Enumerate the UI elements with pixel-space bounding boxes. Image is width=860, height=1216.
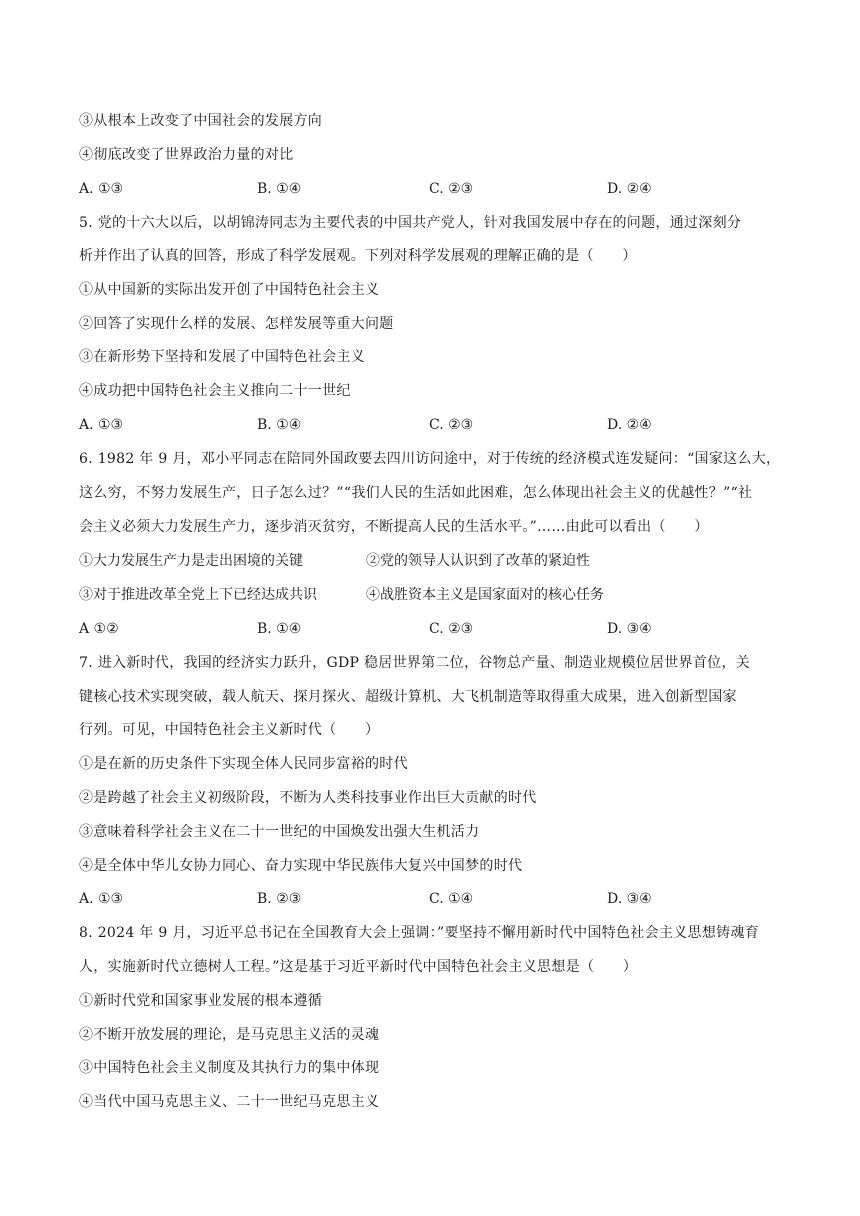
q8-statement-4: ④当代中国马克思主义、二十一世纪马克思主义 [79, 1094, 380, 1110]
q5-option-c: C. ②③ [429, 417, 474, 433]
q6-option-a: A ①② [79, 621, 119, 637]
q4-statement-3: ③从根本上改变了中国社会的发展方向 [79, 113, 323, 129]
q5-stem-line-2: 析并作出了认真的回答，形成了科学发展观。下列对科学发展观的理解正确的是（ ） [79, 248, 637, 264]
q7-statement-1: ①是在新的历史条件下实现全体人民同步富裕的时代 [79, 756, 408, 772]
q7-stem-line-1: 7. 进入新时代，我国的经济实力跃升，GDP 稳居世界第二位，谷物总产量、制造业规模位居世界首位，关 [79, 655, 751, 671]
q6-stem-line-2: 这么穷，不努力发展生产，日子怎么过？”“我们人民的生活如此困难，怎么体现出社会主义的优越性？”“社 [79, 485, 753, 501]
q6-statements-row-1 [79, 551, 789, 571]
q6-option-d: D. ③④ [607, 621, 652, 637]
q6-option-c: C. ②③ [429, 621, 474, 637]
q6-statement-3: ③对于推进改革全党上下已经达成共识 [79, 587, 317, 603]
q4-option-a: A. ①③ [79, 181, 124, 197]
q5-statement-3: ③在新形势下坚持和发展了中国特色社会主义 [79, 349, 365, 365]
q8-statement-1: ①新时代党和国家事业发展的根本遵循 [79, 993, 323, 1009]
q4-options [79, 179, 789, 199]
q4-option-d: D. ②④ [607, 181, 652, 197]
q8-stem-line-2: 人，实施新时代立德树人工程。”这是基于习近平新时代中国特色社会主义思想是（ ） [79, 959, 638, 975]
q7-stem-line-3: 行列。可见，中国特色社会主义新时代（ ） [79, 722, 380, 738]
q7-option-b: B. ②③ [257, 891, 302, 907]
q4-statement-4: ④彻底改变了世界政治力量的对比 [79, 147, 294, 163]
q5-statement-1: ①从中国新的实际出发开创了中国特色社会主义 [79, 282, 380, 298]
q6-stem-line-1: 6. 1982 年 9 月，邓小平同志在陪同外国政要去四川访问途中，对于传统的经济模式连发疑问：“国家这么大， [79, 451, 781, 467]
q5-option-b: B. ①④ [257, 417, 302, 433]
q6-stem-line-3: 会主义必须大力发展生产力，逐步消灭贫穷，不断提高人民的生活水平。”……由此可以看出（ ） [79, 519, 709, 535]
q7-option-c: C. ①④ [429, 891, 474, 907]
q4-option-b: B. ①④ [257, 181, 302, 197]
q6-statement-1: ①大力发展生产力是走出困境的关键 [79, 553, 303, 569]
q7-statement-3: ③意味着科学社会主义在二十一世纪的中国焕发出强大生机活力 [79, 824, 480, 840]
q4-option-c: C. ②③ [429, 181, 474, 197]
q8-statement-2: ②不断开放发展的理论，是马克思主义活的灵魂 [79, 1027, 380, 1043]
q6-statements-row-2 [79, 585, 789, 605]
q5-option-a: A. ①③ [79, 417, 124, 433]
q7-options [79, 889, 789, 909]
q6-statement-4: ④战胜资本主义是国家面对的核心任务 [366, 587, 604, 603]
q5-option-d: D. ②④ [607, 417, 652, 433]
q5-stem-line-1: 5. 党的十六大以后，以胡锦涛同志为主要代表的中国共产党人，针对我国发展中存在的问题，通过深刻分 [79, 215, 742, 231]
q8-stem-line-1: 8. 2024 年 9 月，习近平总书记在全国教育大会上强调：”要坚持不懈用新时代中国特色社会主义思想铸魂育 [79, 925, 760, 941]
q7-option-a: A. ①③ [79, 891, 124, 907]
q7-statement-4: ④是全体中华儿女协力同心、奋力实现中华民族伟大复兴中国梦的时代 [79, 858, 523, 874]
q5-options [79, 415, 789, 435]
q5-statement-2: ②回答了实现什么样的发展、怎样发展等重大问题 [79, 316, 394, 332]
q6-options [79, 619, 789, 639]
q7-statement-2: ②是跨越了社会主义初级阶段，不断为人类科技事业作出巨大贡献的时代 [79, 790, 537, 806]
q7-stem-line-2: 键核心技术实现突破，载人航天、探月探火、超级计算机、大飞机制造等取得重大成果，进入创新型国家 [79, 689, 737, 705]
q5-statement-4: ④成功把中国特色社会主义推向二十一世纪 [79, 383, 351, 399]
q6-option-b: B. ①④ [257, 621, 302, 637]
q7-option-d: D. ③④ [607, 891, 652, 907]
q6-statement-2: ②党的领导人认识到了改革的紧迫性 [366, 553, 590, 569]
q8-statement-3: ③中国特色社会主义制度及其执行力的集中体现 [79, 1060, 380, 1076]
